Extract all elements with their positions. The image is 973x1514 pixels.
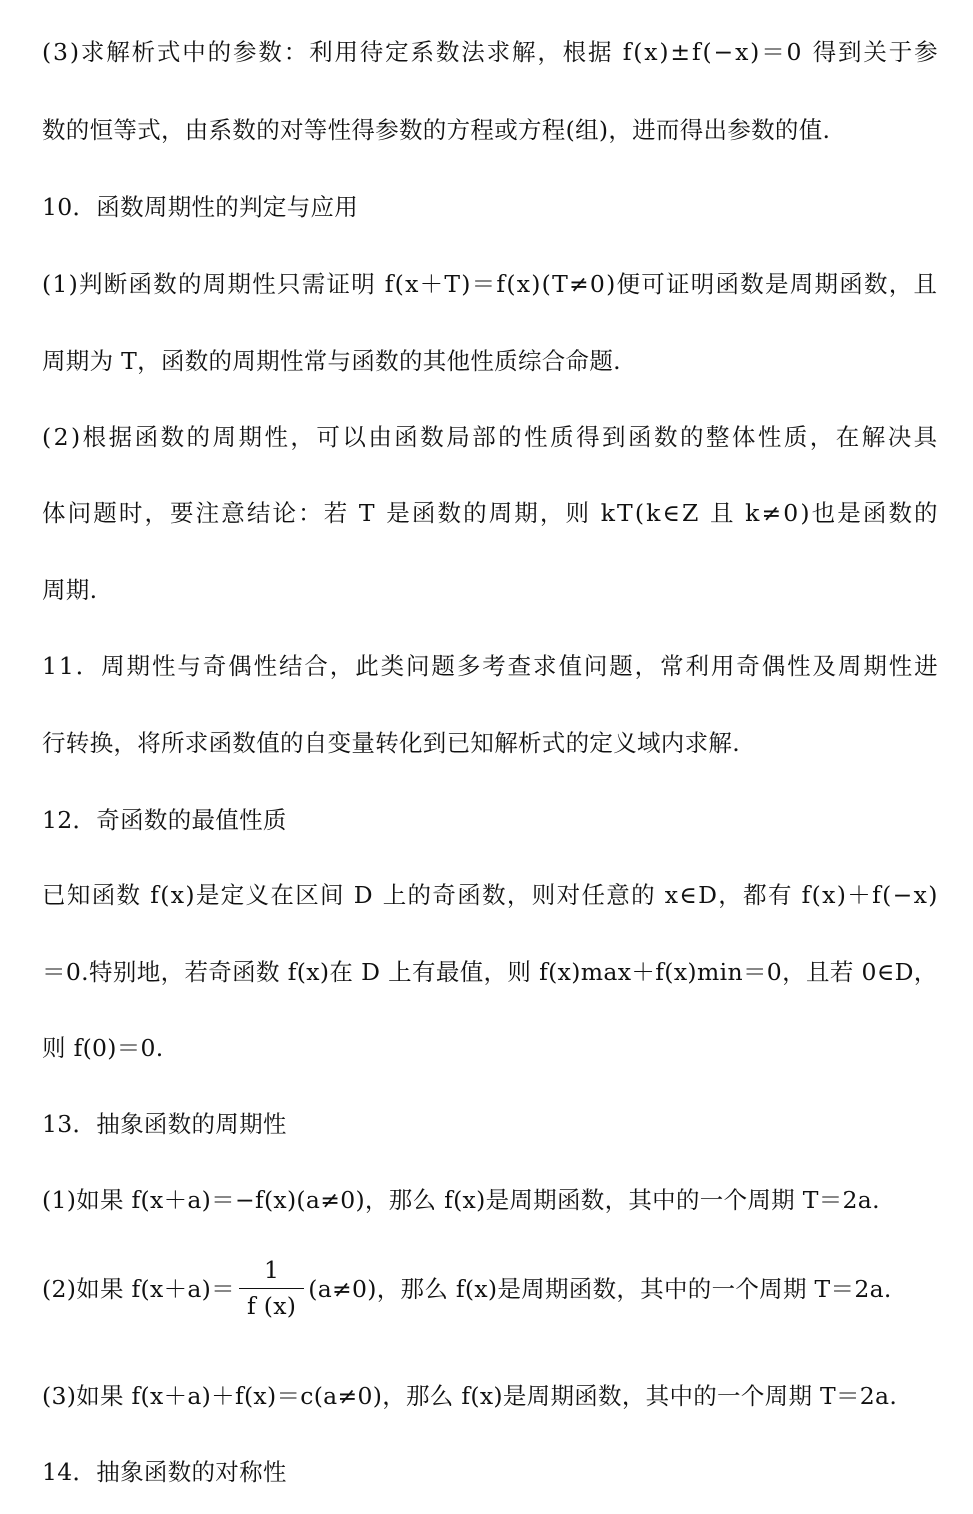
text-line: ( 2 ) 根 据 函 数 的 周 期 性 ， 可 以 由 函 数 局 部 的 性 质 得 到 函 数 的 整 体 性 质 ， 在 解 决 具 [42, 423, 938, 451]
text-line: 周期. [42, 576, 98, 604]
text-line: 12．奇函数的最值性质 [42, 806, 287, 834]
text-line: 13．抽象函数的周期性 [42, 1110, 287, 1138]
fraction-numerator: 1 [263, 1256, 280, 1284]
text-line: 周期为 T，函数的周期性常与函数的其他性质综合命题. [42, 347, 621, 375]
text-line: (3)如果 f(x＋a)＋f(x)＝c(a≠0)，那么 f(x)是周期函数，其中的一个周期 T＝2a. [42, 1382, 898, 1410]
fraction [239, 1258, 304, 1320]
text-line: 则 f(0)＝0. [42, 1034, 164, 1062]
text-line: 数的恒等式，由系数的对等性得参数的方程或方程(组)，进而得出参数的值. [42, 116, 831, 144]
text-line: 行转换，将所求函数值的自变量转化到已知解析式的定义域内求解. [42, 729, 740, 757]
text-line: 10．函数周期性的判定与应用 [42, 193, 359, 221]
formula-prefix: (2)如果 f(x＋a)＝ [42, 1274, 235, 1303]
formula-suffix: (a≠0)，那么 f(x)是周期函数，其中的一个周期 T＝2a. [308, 1274, 892, 1303]
text-line: 1 1 ． 周 期 性 与 奇 偶 性 结 合 ， 此 类 问 题 多 考 查 求 值 问 题 ， 常 利 用 奇 偶 性 及 周 期 性 进 [42, 652, 938, 680]
text-line: ＝ 0 . 特 别 地 ， 若 奇 函 数 f ( x ) 在 D 上 有 最 值 ， 则 f ( x ) m a x ＋ f ( x ) m i n ＝ 0 ， 且 若 0 ∈ D ， [42, 958, 938, 986]
fraction-denominator: f (x) [239, 1288, 304, 1320]
text-line: 体 问 题 时 ， 要 注 意 结 论 ： 若 T 是 函 数 的 周 期 ， 则 k T ( k ∈ Z 且 k ≠ 0 ) 也 是 函 数 的 [42, 499, 938, 527]
text-line: 14．抽象函数的对称性 [42, 1458, 287, 1486]
text-line: 已 知 函 数 f ( x ) 是 定 义 在 区 间 D 上 的 奇 函 数 ， 则 对 任 意 的 x ∈ D ， 都 有 f ( x ) ＋ f ( − x ) [42, 881, 938, 909]
fraction-formula-line [42, 1258, 938, 1320]
text-line: ( 1 ) 判 断 函 数 的 周 期 性 只 需 证 明 f ( x ＋ T ) ＝ f ( x ) ( T ≠ 0 ) 便 可 证 明 函 数 是 周 期 函 数 ， 且 [42, 270, 938, 298]
text-line: (1)如果 f(x＋a)＝−f(x)(a≠0)，那么 f(x)是周期函数，其中的一个周期 T＝2a. [42, 1186, 880, 1214]
text-line: ( 3 ) 求 解 析 式 中 的 参 数 ： 利 用 待 定 系 数 法 求 解 ， 根 据 f ( x ) ± f ( − x ) ＝ 0 得 到 关 于 参 [42, 38, 938, 66]
